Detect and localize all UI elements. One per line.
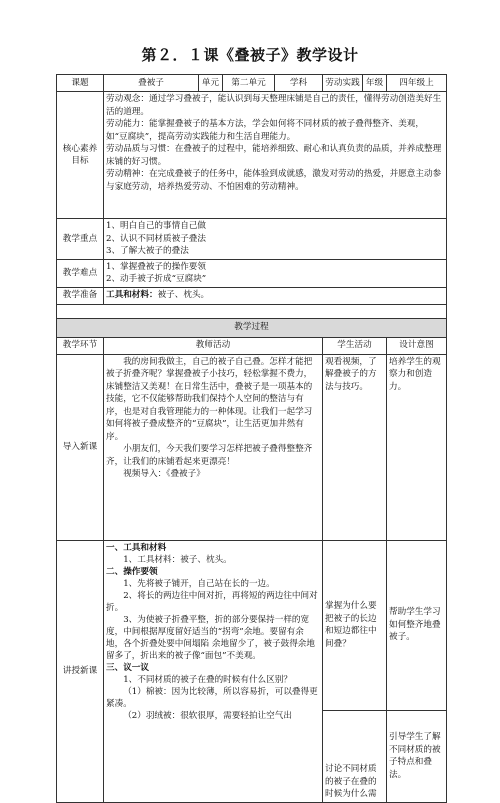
key-points-row [57,219,447,260]
core-literacy-label: 核心素养目标 [57,92,104,219]
lecture-student-2-text: 讨论不同材质的被子在叠的时候为什么需 [325,764,377,799]
core-item-ability: 劳动能力：能掌握叠被子的基本方法，学会如何将不同材质的被子叠得整齐、美观，如“豆腐块”，提高劳动实践能力和生活自理能力。 [106,119,424,142]
grade-label: 年级 [363,75,387,92]
lecture-intent-1-text: 帮助学生学习如何整齐地叠被子。 [389,607,441,643]
difficulty-item: 1、掌握叠被子的操作要领 [106,261,206,272]
page-title: 第２．１课《叠被子》教学设计 [141,46,359,64]
preparation-text: 被子、枕头。 [157,290,210,301]
key-point-item: 3、了解大被子的叠法 [106,246,189,256]
preparation-content [104,287,447,304]
lecture-heading-discuss: 三、议一议 [106,662,149,673]
intro-stage: 导入新课 [57,354,104,540]
intro-video-line: 视频导入：《叠被子》 [123,469,205,479]
grade-value: 四年级上 [387,75,447,92]
lecture-stage: 讲授新课 [57,540,104,802]
spacer-row [57,304,447,318]
subject-value: 劳动实践 [323,75,363,92]
core-item-quality: 劳动品质与习惯：在叠被子的过程中，能培养细致、耐心和认真负责的品质，并养成整理床铺的好习惯。 [106,144,442,167]
difficulties-row [57,259,447,287]
unit-label: 单元 [199,75,223,92]
col-student: 学生活动 [323,337,387,354]
key-point-item: 2、认识不同材质被子叠法 [106,233,206,244]
lecture-tools-line: 1、工具材料：被子、枕头。 [123,554,232,565]
lecture-discuss-line: 1、不同材质的被子在叠的时候有什么区别？ [123,674,292,685]
intro-intent: 培养学生的观察力和创造力。 [387,354,447,540]
lecture-student-2 [323,710,387,802]
lecture-discuss-line: （1）棉被：因为比较薄，所以容易折，可以叠得更紧凑。 [106,686,318,709]
key-points-label: 教学重点 [57,219,104,260]
process-columns-row [57,337,447,354]
intro-student: 观看视频，了解叠被子的方法与技巧。 [323,354,387,540]
process-header: 教学过程 [57,318,447,337]
unit-value: 第二单元 [223,75,275,92]
col-teacher: 教师活动 [104,337,323,354]
key-point-item: 1、明白自己的事情自己做 [106,221,206,231]
core-item-concept: 劳动观念：通过学习叠被子，能认识到每天整理床铺是自己的责任，懂得劳动创造美好生活的道理。 [106,94,442,117]
key-points-content [104,219,447,260]
lecture-teacher [104,540,323,802]
intro-teacher [104,354,323,540]
lecture-intent-2-text: 引导学生了解不同材质的被子特点和叠法。 [389,732,441,780]
preparation-bold-label: 工具和材料： [106,290,158,301]
core-item-spirit: 劳动精神：在完成叠被子的任务中，能体验到成就感，激发对劳动的热爱，并愿意主动参与家庭劳动，培养热爱劳动、不怕困难的劳动精神。 [106,169,442,192]
process-header-row [57,318,447,337]
intro-teacher-paragraph: 我的房间我做主，自己的被子自己叠。怎样才能把被子折叠齐呢？掌握叠被子小技巧，轻松掌握不费力，床铺整洁又美观！在日常生活中，叠被子是一项基本的技能，它不仅能够帮助我们保持个人空间的整洁与有序，也是对自我管理能力的一种体现。让我们一起学习如何将被子叠成整齐的“豆腐块”，让生活更加井然有序。 [106,356,313,442]
preparation-row [57,287,447,304]
lesson-plan-table [56,74,447,803]
intro-row [57,354,447,540]
lecture-student-1-text: 掌握为什么要把被子的长边和短边都往中间叠？ [325,601,377,649]
lecture-student-1 [323,540,387,710]
info-row [57,75,447,92]
lecture-intent-2 [387,710,447,802]
preparation-label: 教学准备 [57,287,104,304]
lecture-intent-1 [387,540,447,710]
spacer-cell [57,304,447,318]
topic-value: 叠被子 [104,75,199,92]
lecture-step: 2、将长的两边往中间对折，再将短的两边往中间对折。 [106,590,318,613]
lecture-heading-tools: 一、工具和材料 [106,542,167,553]
core-literacy-row [57,92,447,219]
lecture-step: 1、先将被子铺开，自己站在长的一边。 [123,578,275,589]
col-intent: 设计意图 [387,337,447,354]
intro-teacher-paragraph: 小朋友们，今天我们要学习怎样把被子叠得整整齐齐，让我们的床铺看起来更漂亮！ [106,444,313,467]
lecture-step: 3、为使被子折叠平整，折的部分要保持一样的宽度，中间根据厚度留好适当的“拐弯”余地。要留有余地，各个折叠处要中间塌陷 余地留少了，被子鼓得余地留多了，折出来的被子像“面包”不美观。 [106,614,315,661]
lecture-discuss-line: （2）羽绒被：很软很厚，需要轻拍让空气出 [123,710,292,721]
col-stage: 教学环节 [57,337,104,354]
difficulties-label: 教学难点 [57,259,104,287]
core-literacy-content [104,92,447,219]
difficulty-item: 2、动手被子折成“豆腐块” [106,274,207,284]
lecture-row-1 [57,540,447,710]
lecture-heading-steps: 二、操作要领 [106,566,158,577]
topic-label: 课题 [57,75,104,92]
difficulties-content [104,259,447,287]
subject-label: 学科 [275,75,323,92]
